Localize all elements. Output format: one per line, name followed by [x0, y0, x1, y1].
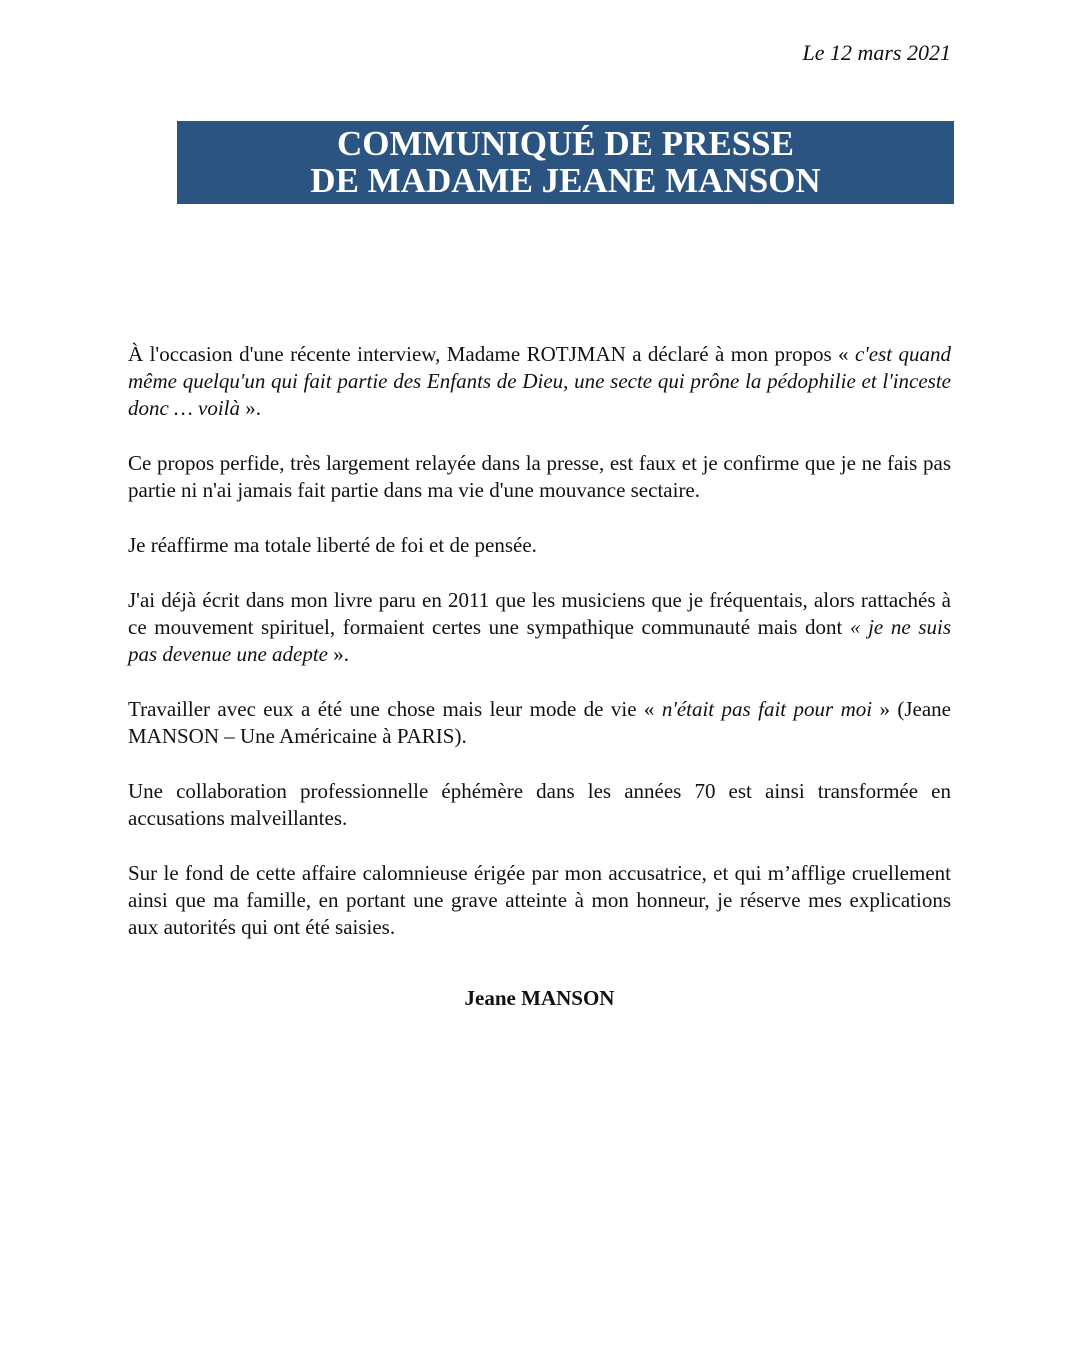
paragraph-5 [128, 696, 951, 750]
paragraph-5-quote: n'était pas fait pour moi [661, 697, 873, 721]
press-release-body [128, 341, 951, 969]
paragraph-4-quote: « je ne suis pas devenue une adepte [128, 615, 952, 666]
paragraph-1 [128, 341, 951, 422]
paragraph-1-text-start: À l'occasion d'une récente interview, Madame ROTJMAN a déclaré à mon propos « [128, 342, 855, 366]
document-date: Le 12 mars 2021 [802, 40, 951, 65]
title-line-2: DE MADAME JEANE MANSON [310, 161, 821, 200]
paragraph-4 [128, 587, 951, 668]
paragraph-4-text-start: J'ai déjà écrit dans mon livre paru en 2011 que les musiciens que je fréquentais, alors rattachés à ce mouvement spirituel, formaient certes une sympathique communauté mais dont [128, 588, 951, 639]
paragraph-6: Une collaboration professionnelle éphémère dans les années 70 est ainsi transformée en accusations malveillantes. [128, 779, 951, 830]
paragraph-1-quote: c'est quand même quelqu'un qui fait partie des Enfants de Dieu, une secte qui prône la pédophilie et l'inceste donc … voilà [128, 342, 952, 420]
paragraph-5-text-end: » (Jeane MANSON – Une Américaine à PARIS). [128, 697, 951, 748]
paragraph-5-text-start: Travailler avec eux a été une chose mais leur mode de vie « [128, 697, 662, 721]
paragraph-4-text-end: ». [328, 642, 350, 666]
title-line-1: COMMUNIQUÉ DE PRESSE [337, 124, 794, 163]
paragraph-1-text-end: ». [239, 396, 261, 420]
signature: Jeane MANSON [464, 986, 615, 1010]
paragraph-3: Je réaffirme ma totale liberté de foi et de pensée. [128, 533, 537, 557]
paragraph-2: Ce propos perfide, très largement relayée dans la presse, est faux et je confirme que je ne fais pas partie ni n'ai jamais fait partie dans ma vie d'une mouvance sectaire. [128, 451, 951, 502]
title-banner [177, 121, 954, 204]
paragraph-7: Sur le fond de cette affaire calomnieuse érigée par mon accusatrice, et qui m’afflige cruellement ainsi que ma famille, en portant une grave atteinte à mon honneur, je réserve mes explications aux autorités qui ont été saisies. [128, 861, 951, 939]
